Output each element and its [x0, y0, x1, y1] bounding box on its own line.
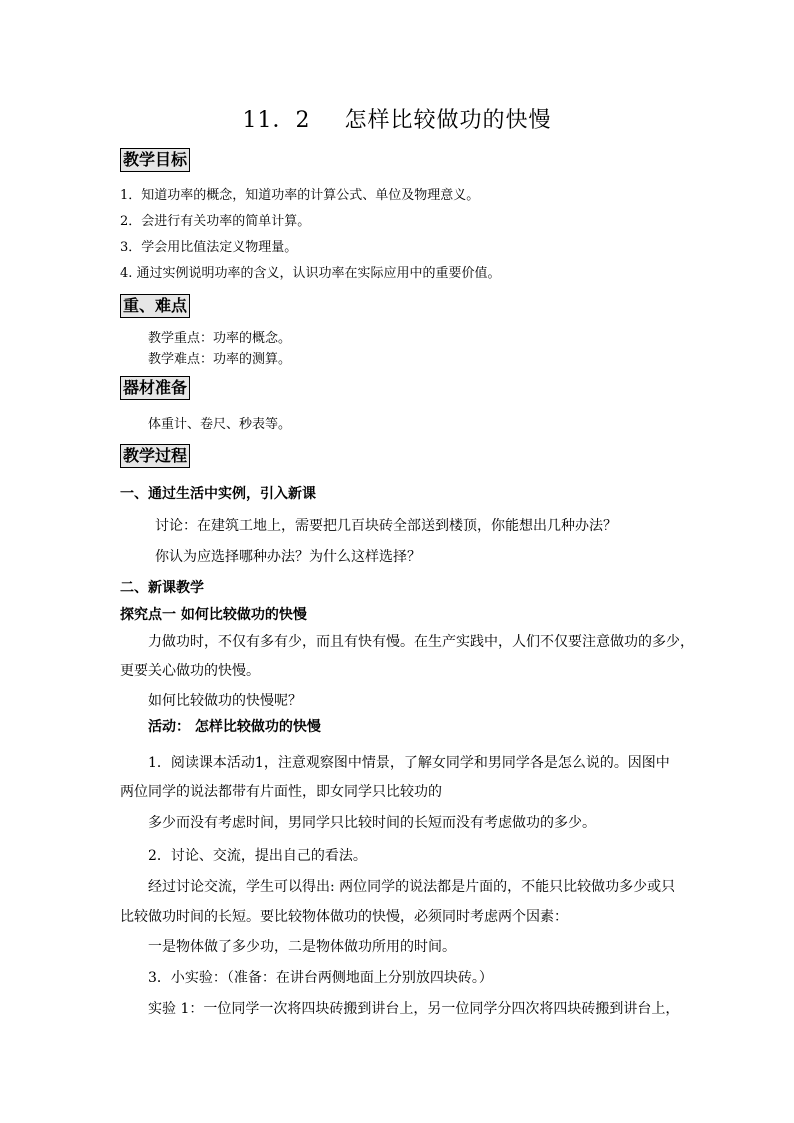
title-text: 怎样比较做功的快慢	[344, 108, 552, 133]
part1-line-1: 讨论：在建筑工地上，需要把几百块砖全部送到楼顶，你能想出几种办法？	[155, 518, 617, 534]
goal-item-1: 1．知道功率的概念，知道功率的计算公式、单位及物理意义。	[120, 188, 480, 203]
key-point: 教学重点：功率的概念。	[148, 331, 292, 346]
step-line-8: 3．小实验：（准备：在讲台两侧地面上分别放四块砖。）	[148, 970, 493, 986]
section-heading-process: 教学过程	[120, 444, 190, 468]
step-line-1: 1．阅读课本活动1，注意观察图中情景，了解女同学和男同学各是怎么说的。因图中	[148, 755, 670, 771]
section-heading-equipment: 器材准备	[120, 376, 190, 400]
goal-item-2: 2．会进行有关功率的简单计算。	[120, 214, 311, 229]
step-line-9: 实验 1：一位同学一次将四块砖搬到讲台上，另一位同学分四次将四块砖搬到讲台上，	[148, 1001, 680, 1017]
goal-item-3: 3．学会用比值法定义物理量。	[120, 240, 298, 255]
part1-line-2: 你认为应选择哪种办法？为什么这样选择？	[155, 549, 421, 565]
explore-point-heading: 探究点一 如何比较做功的快慢	[120, 607, 307, 623]
part2-heading: 二、新课教学	[120, 580, 204, 596]
part1-heading: 一、通过生活中实例，引入新课	[120, 486, 316, 502]
step-line-4: 2．讨论、交流，提出自己的看法。	[148, 848, 367, 864]
paragraph-2: 更要关心做功的快慢。	[120, 663, 260, 679]
step-line-6: 比较做功时间的长短。要比较物体做功的快慢，必须同时考虑两个因素：	[120, 909, 568, 925]
step-line-3: 多少而没有考虑时间，男同学只比较时间的长短而没有考虑做功的多少。	[148, 815, 596, 831]
page-title	[0, 103, 794, 134]
goal-item-4: 4. 通过实例说明功率的含义，认识功率在实际应用中的重要价值。	[120, 266, 501, 281]
step-line-7: 一是物体做了多少功，二是物体做功所用的时间。	[148, 939, 456, 955]
step-line-2: 两位同学的说法都带有片面性，即女同学只比较功的	[120, 784, 442, 800]
equipment-text: 体重计、卷尺、秒表等。	[148, 417, 292, 432]
step-line-5: 经过讨论交流，学生可以得出: 两位同学的说法都是片面的，不能只比较做功多少或只	[148, 879, 676, 895]
section-heading-goals: 教学目标	[120, 148, 190, 172]
paragraph-3: 如何比较做功的快慢呢？	[148, 693, 302, 709]
difficult-point: 教学难点：功率的测算。	[148, 352, 292, 367]
section-heading-focus: 重、难点	[120, 294, 190, 318]
activity-heading: 活动： 怎样比较做功的快慢	[148, 719, 321, 735]
title-number: 11．2	[242, 108, 311, 133]
paragraph-1: 力做功时，不仅有多有少，而且有快有慢。在生产实践中，人们不仅要注意做功的多少，	[148, 634, 694, 650]
